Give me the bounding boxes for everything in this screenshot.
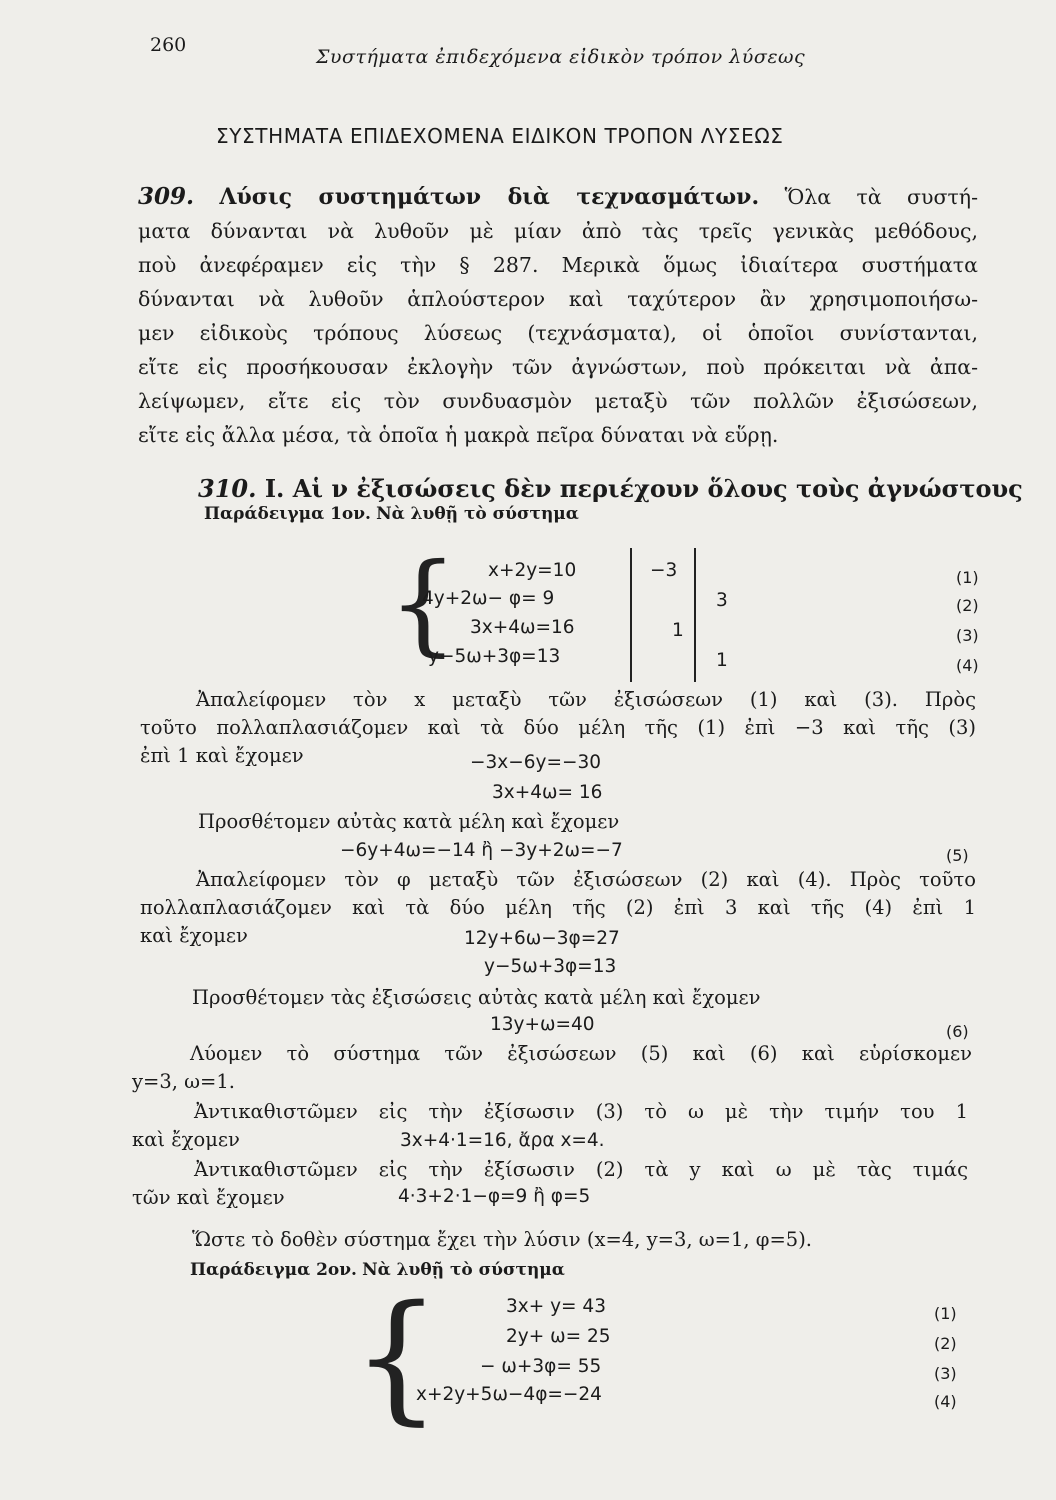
s310-number: 310. xyxy=(198,474,257,503)
eq5: −6y+4ω=−14 ἢ −3y+2ω=−7 xyxy=(340,840,623,861)
sys2-label4: (4) xyxy=(934,1392,957,1411)
s309-text-0: Ὅλα τὰ συστή- xyxy=(784,185,978,209)
label6: (6) xyxy=(946,1022,969,1041)
s309-line-1: ματα δύνανται νὰ λυθοῦν μὲ μίαν ἀπὸ τὰς τρεῖς γενικὰς μεθόδους, xyxy=(138,219,978,243)
sys1-label4: (4) xyxy=(956,656,979,675)
text2-line-0: Ἀπαλείφομεν τὸν φ μεταξὺ τῶν ἐξισώσεων (2) καὶ (4). Πρὸς τοῦτο xyxy=(196,868,976,891)
eq-c: 3x+4·1=16, ἄρα x=4. xyxy=(400,1130,605,1151)
eq-a1: −3x−6y=−30 xyxy=(470,752,601,773)
text2-line-2: καὶ ἔχομεν xyxy=(140,924,248,947)
example2-heading: Παράδειγμα 2ον. xyxy=(190,1260,357,1280)
add1: Προσθέτομεν αὐτὰς κατὰ μέλη καὶ ἔχομεν xyxy=(198,810,620,833)
sys1-divider-a xyxy=(630,548,632,682)
page-number: 260 xyxy=(150,34,187,56)
sys1-eq4: y−5ω+3φ=13 xyxy=(428,646,561,667)
text5-line-1: τῶν καὶ ἔχομεν xyxy=(132,1186,285,1209)
s309-line-5: εἴτε εἰς προσήκουσαν ἐκλογὴν τῶν ἀγνώστων, ποὺ πρόκειται νὰ ἀπα- xyxy=(138,355,978,379)
example2-prompt: Νὰ λυθῇ τὸ σύστημα xyxy=(362,1260,565,1280)
sys1-mult-a1: −3 xyxy=(650,560,678,581)
text1-line-0: Ἀπαλείφομεν τὸν x μεταξὺ τῶν ἐξισώσεων (1) καὶ (3). Πρὸς xyxy=(196,688,976,711)
sys1-eq2: 4y+2ω− φ= 9 xyxy=(422,588,555,609)
eq-b1: 12y+6ω−3φ=27 xyxy=(464,928,620,949)
example1-heading-line xyxy=(204,504,579,524)
s309-title: Λύσις συστημάτων διὰ τεχνασμάτων. xyxy=(219,184,760,210)
text3 xyxy=(132,1040,972,1096)
sys1-eq1: x+2y=10 xyxy=(488,560,577,581)
sys2-label2: (2) xyxy=(934,1334,957,1353)
s309-number: 309. xyxy=(138,183,195,210)
example1-heading: Παράδειγμα 1ον. xyxy=(204,504,371,524)
s310-title: I. Αἱ ν ἐξισώσεις δὲν περιέχουν ὅλους τοὺς ἀγνώστους xyxy=(264,474,1023,503)
eq-b2: y−5ω+3φ=13 xyxy=(484,956,617,977)
text3-line-0: Λύομεν τὸ σύστημα τῶν ἐξισώσεων (5) καὶ (6) καὶ εὑρίσκομεν xyxy=(190,1042,972,1065)
sys2-eq3: − ω+3φ= 55 xyxy=(480,1356,602,1377)
s309-line-6: λείψωμεν, εἴτε εἰς τὸν συνδυασμὸν μεταξὺ τῶν πολλῶν ἐξισώσεων, xyxy=(138,389,978,413)
sys2-label1: (1) xyxy=(934,1304,957,1323)
text4-line-1: καὶ ἔχομεν xyxy=(132,1128,240,1151)
text4-line-0: Ἀντικαθιστῶμεν εἰς τὴν ἐξίσωσιν (3) τὸ ω μὲ τὴν τιμήν του 1 xyxy=(194,1100,968,1123)
s309-line-7: εἴτε εἰς ἄλλα μέσα, τὰ ὁποῖα ἡ μακρὰ πεῖρα δύναται νὰ εὕρῃ. xyxy=(138,423,779,447)
sys2-eq2: 2y+ ω= 25 xyxy=(506,1326,611,1347)
sys1-label1: (1) xyxy=(956,568,979,587)
sys2-label3: (3) xyxy=(934,1364,957,1383)
sys1-label3: (3) xyxy=(956,626,979,645)
system2-brace: { xyxy=(352,1276,442,1439)
section-title: ΣΥΣΤΗΜΑΤΑ ΕΠΙΔΕΧΟΜΕΝΑ ΕΙΔΙΚΟΝ ΤΡΟΠΟΝ ΛΥΣΕΩΣ xyxy=(216,124,784,148)
eq6: 13y+ω=40 xyxy=(490,1014,595,1035)
s309-line-0 xyxy=(138,180,978,214)
s309-line-2: ποὺ ἀνεφέραμεν εἰς τὴν § 287. Μερικὰ ὅμως ἰδιαίτερα συστήματα xyxy=(138,253,978,277)
sys1-eq3: 3x+4ω=16 xyxy=(470,617,575,638)
text2-line-1: πολλαπλασιάζομεν καὶ τὰ δύο μέλη τῆς (2) ἐπὶ 3 καὶ τῆς (4) ἐπὶ 1 xyxy=(140,896,976,919)
sys1-mult-a3: 1 xyxy=(672,620,684,641)
sys1-mult-b4: 1 xyxy=(716,650,728,671)
sys1-label2: (2) xyxy=(956,596,979,615)
label5: (5) xyxy=(946,846,969,865)
sys1-divider-b xyxy=(694,548,696,682)
text1-line-1: τοῦτο πολλαπλασιάζομεν καὶ τὰ δύο μέλη τῆς (1) ἐπὶ −3 καὶ τῆς (3) xyxy=(140,716,976,739)
sys2-eq1: 3x+ y= 43 xyxy=(506,1296,606,1317)
add2: Προσθέτομεν τὰς ἐξισώσεις αὐτὰς κατὰ μέλη καὶ ἔχομεν xyxy=(192,986,761,1009)
text1-line-2: ἐπὶ 1 καὶ ἔχομεν xyxy=(140,744,304,767)
text3-line-1: y=3, ω=1. xyxy=(132,1070,236,1093)
s309-line-3: δύνανται νὰ λυθοῦν ἁπλούστερον καὶ ταχύτερον ἂν χρησιμοποιήσω- xyxy=(138,287,978,311)
sys2-eq4: x+2y+5ω−4φ=−24 xyxy=(416,1384,602,1405)
running-title: Συστήματα ἐπιδεχόμενα εἰδικὸν τρόπον λύσεως xyxy=(316,46,806,68)
system1-brace: { xyxy=(388,539,458,667)
sys1-mult-b2: 3 xyxy=(716,590,728,611)
s309-line-4: μεν εἰδικοὺς τρόπους λύσεως (τεχνάσματα), οἱ ὁποῖοι συνίστανται, xyxy=(138,321,978,345)
example1-prompt: Νὰ λυθῇ τὸ σύστημα xyxy=(376,504,579,524)
conclusion: Ὥστε τὸ δοθὲν σύστημα ἔχει τὴν λύσιν (x=4, y=3, ω=1, φ=5). xyxy=(192,1228,813,1251)
section-309 xyxy=(138,180,978,452)
section-310-heading xyxy=(198,474,1023,503)
eq-d: 4·3+2·1−φ=9 ἢ φ=5 xyxy=(398,1186,591,1207)
text5-line-0: Ἀντικαθιστῶμεν εἰς τὴν ἐξίσωσιν (2) τὰ y καὶ ω μὲ τὰς τιμάς xyxy=(194,1158,968,1181)
eq-a2: 3x+4ω= 16 xyxy=(492,782,603,803)
